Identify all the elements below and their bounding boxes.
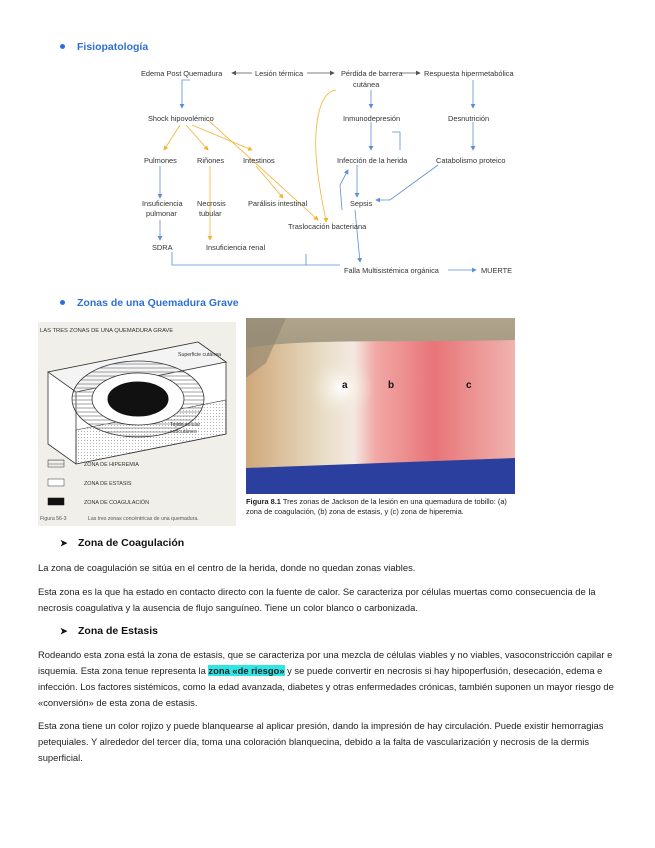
- flow-node-insuf-pulmonar-line2: pulmonar: [146, 209, 177, 218]
- flow-node-insuf-pulmonar: Insuficiencia: [142, 199, 183, 208]
- highlighted-text: zona «de riesgo»: [208, 665, 285, 676]
- label-tejido: Tejido celular: [170, 422, 201, 428]
- flow-node-intestinos: Intestinos: [243, 156, 275, 165]
- flow-node-rinones: Riñones: [197, 156, 225, 165]
- figure-left-title: LAS TRES ZONAS DE UNA QUEMADURA GRAVE: [40, 328, 174, 334]
- flow-node-insuf-renal: Insuficiencia renal: [206, 243, 266, 252]
- subheading-coagulacion: ➤ Zona de Coagulación: [60, 537, 185, 549]
- photo-label-c: c: [466, 380, 472, 391]
- legend-hiperemia: ZONA DE HIPEREMIA: [84, 462, 139, 468]
- photo-label-b: b: [388, 380, 395, 391]
- burn-zones-diagram: [38, 322, 236, 526]
- flow-node-necrosis: Necrosis: [197, 199, 226, 208]
- paragraph-estasis-1: Rodeando esta zona está la zona de estasis, que se caracteriza por una mezcla de células viables y no viables, vasoconstricción capilar e isquemia. Esta zona tenue representa la zona «de riesgo» y se puede convertir en necrosis si hay hipoperfusión, desecación, edema e infección. Los factores sistémicos, como la edad avanzada, diabetes y otras enfermedades crónicas, también suponen un mayor riesgo de «conversión» de esta zona de estasis.: [38, 649, 614, 708]
- flow-node-perdida-line2: cutánea: [353, 80, 380, 89]
- flow-node-falla: Falla Multisistémica orgánica: [344, 266, 439, 275]
- burn-photo: [246, 318, 515, 494]
- label-superficie: Superficie cutánea: [178, 352, 221, 358]
- flow-node-inmuno: Inmunodepresión: [343, 114, 401, 123]
- flow-node-sdra: SDRA: [152, 243, 173, 252]
- paragraph-coag-1: La zona de coagulación se sitúa en el centro de la herida, donde no quedan zonas viables.: [38, 562, 416, 573]
- flow-node-edema: Edema Post Quemadura: [141, 69, 223, 78]
- flow-node-lesion: Lesión térmica: [255, 69, 304, 78]
- flow-node-traslocacion: Traslocación bacteriana: [288, 222, 367, 231]
- legend-swatch-estasis: [48, 479, 64, 486]
- paragraph-coag-2: Esta zona es la que ha estado en contacto directo con la fuente de calor. Se caracteriza por células muertas como consecuencia de la necrosis coagulativa y la ausencia de flujo sanguíneo. Tiene un color blanco o carbonizada.: [38, 586, 596, 613]
- flow-node-catabolismo: Catabolismo proteico: [436, 156, 506, 165]
- bullet-icon: [60, 44, 65, 49]
- section-heading-zonas: Zonas de una Quemadura Grave: [60, 297, 239, 309]
- arrow-bullet-icon: ➤: [60, 538, 68, 548]
- flow-node-desnutricion: Desnutrición: [448, 114, 490, 123]
- paragraph-estasis-2: Esta zona tiene un color rojizo y puede blanquearse al aplicar presión, dando la impresión de hay circulación. Puede existir hemorragias petequiales. Y alrededor del tercer día, toma una coloración blanquecina, debido a la falta de vascularización y necrosis de la dermis superficial.: [38, 720, 604, 763]
- arrow-bullet-icon: ➤: [60, 626, 68, 636]
- flow-node-paralisis: Parálisis intestinal: [248, 199, 308, 208]
- figure-right-caption: Figura 8.1 Tres zonas de Jackson de la lesión en una quemadura de tobillo: (a) zona de coagulación, (b) zona de estasis, y (c) zona de hiperemia.: [246, 497, 507, 516]
- flow-node-muerte: MUERTE: [481, 266, 513, 275]
- figure-left-caption-num: Figura 56-3: [40, 516, 67, 522]
- flow-node-pulmones: Pulmones: [144, 156, 177, 165]
- legend-swatch-hiperemia: [48, 460, 64, 467]
- flow-node-perdida: Pérdida de barrera: [341, 69, 403, 78]
- subheading-estasis: ➤ Zona de Estasis: [60, 625, 158, 637]
- figure-left-caption: Las tres zonas concéntricas de una quemadura.: [88, 516, 199, 522]
- flow-node-shock: Shock hipovolémico: [148, 114, 214, 123]
- flow-node-infeccion: Infección de la herida: [337, 156, 408, 165]
- pathophysiology-flowchart: [0, 58, 655, 280]
- bullet-icon: [60, 300, 65, 305]
- legend-swatch-coagulacion: [48, 498, 64, 505]
- section-heading-fisiopatologia: Fisiopatología: [60, 41, 148, 53]
- label-tejido-line2: subcutáneo: [170, 429, 197, 435]
- flow-node-sepsis: Sepsis: [350, 199, 373, 208]
- flow-node-respuesta: Respuesta hipermetabólica: [424, 69, 514, 78]
- photo-label-a: a: [342, 380, 348, 391]
- legend-coagulacion: ZONA DE COAGULACIÓN: [84, 500, 149, 506]
- legend-estasis: ZONA DE ESTASIS: [84, 481, 132, 487]
- flow-node-necrosis-line2: tubular: [199, 209, 222, 218]
